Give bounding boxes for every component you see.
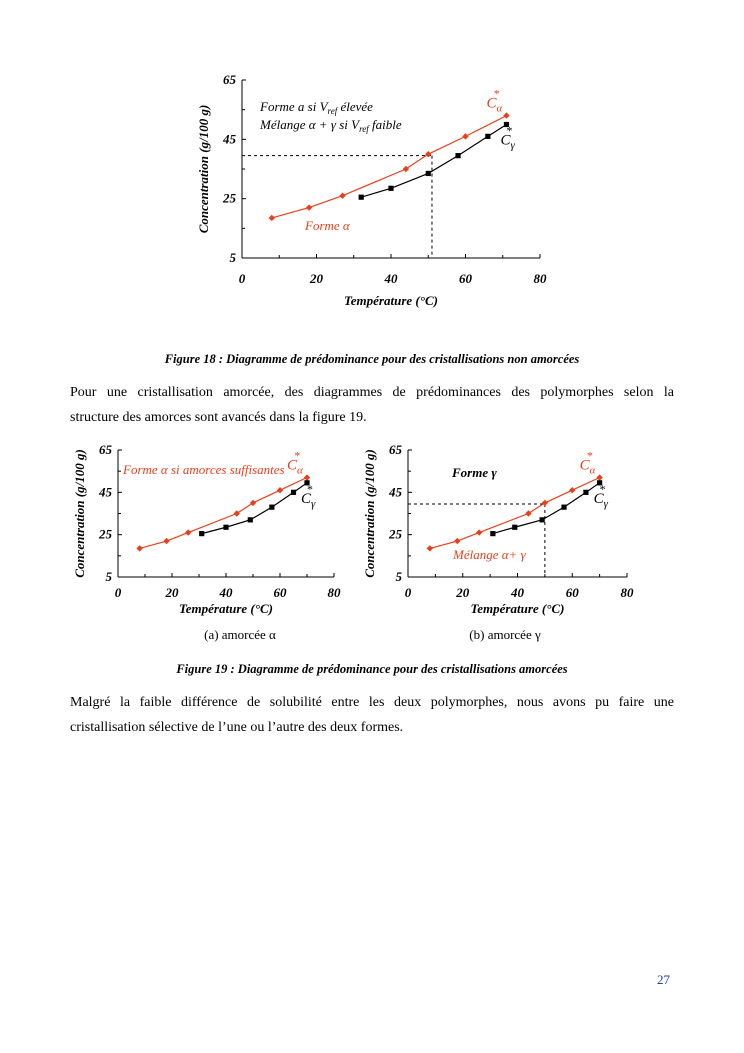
- chart2-x-axis-title: Température (°C): [470, 601, 565, 616]
- chart0-x-tick-label: 0: [238, 271, 246, 286]
- chart2-x-tick-label: 80: [620, 585, 634, 600]
- paragraph-2-line-2: cristallisation sélective de l’une ou l’autre des deux formes.: [70, 720, 404, 735]
- chart2-y-tick-label: 65: [389, 442, 402, 457]
- chart1-x-axis-title: Température (°C): [179, 601, 273, 616]
- chart2-gamma-data-point: [583, 490, 588, 495]
- chart2-x-tick-label: 0: [404, 585, 412, 600]
- figure-18-caption: Figure 18 : Diagramme de prédominance pour des cristallisations non amorcées: [164, 352, 580, 366]
- chart0-series-label-gamma: $C_\gamma*$: [500, 123, 515, 152]
- chart1-series-line-alpha: [140, 478, 307, 549]
- chart2-y-tick-label: 5: [395, 569, 402, 584]
- chart1-alpha-data-point: [234, 510, 240, 516]
- subcaption-b: (b) amorcée γ: [469, 627, 541, 642]
- chart1-alpha-data-point: [185, 529, 191, 535]
- chart1-y-tick-label: 65: [99, 442, 112, 457]
- chart1-series-label-alpha: $C_\alpha*$: [287, 448, 303, 477]
- figure-19a-chart: [70, 437, 350, 622]
- chart1-x-tick-label: 80: [327, 585, 341, 600]
- chart2-annotation-bottom: Mélange α+ γ: [453, 547, 526, 562]
- paragraph-1-line-1: Pour une cristallisation amorcée, des diagrammes de prédominances des polymorphes selon la: [70, 385, 674, 400]
- chart0-y-tick-label: 25: [223, 190, 236, 206]
- chart1-gamma-data-point: [223, 525, 228, 530]
- chart0-x-tick-label: 60: [459, 271, 472, 286]
- chart2-x-tick-label: 60: [565, 585, 579, 600]
- chart1-alpha-data-point: [163, 538, 169, 544]
- chart0-alpha-data-point: [403, 166, 409, 172]
- chart0-gamma-data-point: [359, 195, 364, 200]
- chart0-y-tick-label: 5: [229, 250, 236, 265]
- figure-19-caption: Figure 19 : Diagramme de prédominance pour des cristallisations amorcées: [176, 662, 568, 676]
- chart2-alpha-data-point: [596, 474, 602, 480]
- subcaption-a: (a) amorcée α: [204, 627, 276, 642]
- chart2-annotation-top: Forme γ: [452, 465, 497, 480]
- chart1-gamma-data-point: [269, 505, 274, 510]
- chart2-gamma-data-point: [540, 517, 545, 522]
- chart2-series-label-alpha: $C_\alpha*$: [579, 448, 596, 477]
- chart2-alpha-data-point: [525, 510, 531, 516]
- chart2-alpha-data-point: [454, 538, 460, 544]
- figure-18-chart: [190, 70, 560, 315]
- chart0-alpha-data-point: [503, 112, 509, 118]
- chart0-annotation-top-line-1: Forme a si $V_{ref}$ élevée: [260, 99, 373, 116]
- chart1-annotation-top: Forme α si amorces suffisantes: [123, 462, 285, 477]
- chart2-y-tick-label: 45: [389, 484, 402, 500]
- chart2-gamma-data-point: [490, 531, 495, 536]
- chart1-y-tick-label: 5: [105, 569, 112, 584]
- chart1-alpha-data-point: [250, 500, 256, 506]
- chart1-alpha-data-point: [304, 474, 310, 480]
- chart1-gamma-data-point: [291, 490, 296, 495]
- chart2-alpha-data-point: [427, 545, 433, 551]
- chart2-x-tick-label: 20: [456, 585, 470, 600]
- chart2-alpha-data-point: [542, 500, 548, 506]
- chart0-gamma-data-point: [426, 171, 431, 176]
- paragraph-1-line-2: structure des amorces sont avancés dans la figure 19.: [70, 410, 367, 425]
- chart0-series-line-gamma: [361, 125, 506, 198]
- chart2-gamma-data-point: [512, 525, 517, 530]
- chart2-alpha-data-point: [569, 487, 575, 493]
- chart0-x-tick-label: 40: [384, 271, 398, 286]
- chart0-alpha-data-point: [269, 215, 275, 221]
- chart0-y-tick-label: 45: [223, 131, 236, 147]
- chart1-y-axis-title: Concentration (g/100 g): [72, 449, 87, 578]
- paragraph-2-line-1: Malgré la faible différence de solubilité entre les deux polymorphes, nous avons pu faire une: [70, 695, 674, 710]
- chart1-y-tick-label: 45: [99, 484, 112, 500]
- page-number: 27: [657, 972, 670, 987]
- chart2-y-tick-label: 25: [389, 526, 402, 542]
- chart0-alpha-data-point: [425, 151, 431, 157]
- chart0-y-tick-label: 65: [223, 72, 236, 87]
- chart1-gamma-data-point: [248, 517, 253, 522]
- chart0-gamma-data-point: [485, 134, 490, 139]
- chart2-series-line-alpha: [430, 478, 600, 549]
- chart0-x-tick-label: 20: [310, 271, 323, 286]
- chart0-alpha-data-point: [462, 133, 468, 139]
- chart2-series-label-gamma: $C_\gamma*$: [593, 481, 608, 510]
- chart1-x-tick-label: 0: [114, 585, 122, 600]
- chart1-x-tick-label: 40: [219, 585, 233, 600]
- chart0-alpha-data-point: [339, 193, 345, 199]
- chart2-y-axis-title: Concentration (g/100 g): [362, 449, 377, 578]
- figure-19b-chart: [360, 437, 650, 622]
- chart1-series-label-gamma: $C_\gamma*$: [301, 481, 316, 510]
- chart0-annotation-top-line-2: Mélange α + γ si $V_{ref}$ faible: [260, 117, 402, 134]
- chart0-x-axis-title: Température (°C): [344, 293, 438, 308]
- chart1-y-tick-label: 25: [99, 526, 112, 542]
- chart1-alpha-data-point: [136, 545, 142, 551]
- chart2-alpha-data-point: [476, 529, 482, 535]
- chart0-gamma-data-point: [388, 186, 393, 191]
- chart1-gamma-data-point: [199, 531, 204, 536]
- chart1-x-tick-label: 20: [165, 585, 179, 600]
- chart0-alpha-data-point: [306, 204, 312, 210]
- chart0-x-tick-label: 80: [533, 271, 547, 286]
- chart1-x-tick-label: 60: [273, 585, 287, 600]
- chart0-y-axis-title: Concentration (g/100 g): [196, 104, 211, 234]
- chart2-x-tick-label: 40: [511, 585, 524, 600]
- chart2-gamma-data-point: [561, 505, 566, 510]
- chart1-alpha-data-point: [277, 487, 283, 493]
- chart0-series-label-alpha: $C_\alpha*$: [486, 86, 503, 115]
- chart0-gamma-data-point: [455, 153, 460, 158]
- chart0-annotation-bottom: Forme α: [305, 218, 350, 233]
